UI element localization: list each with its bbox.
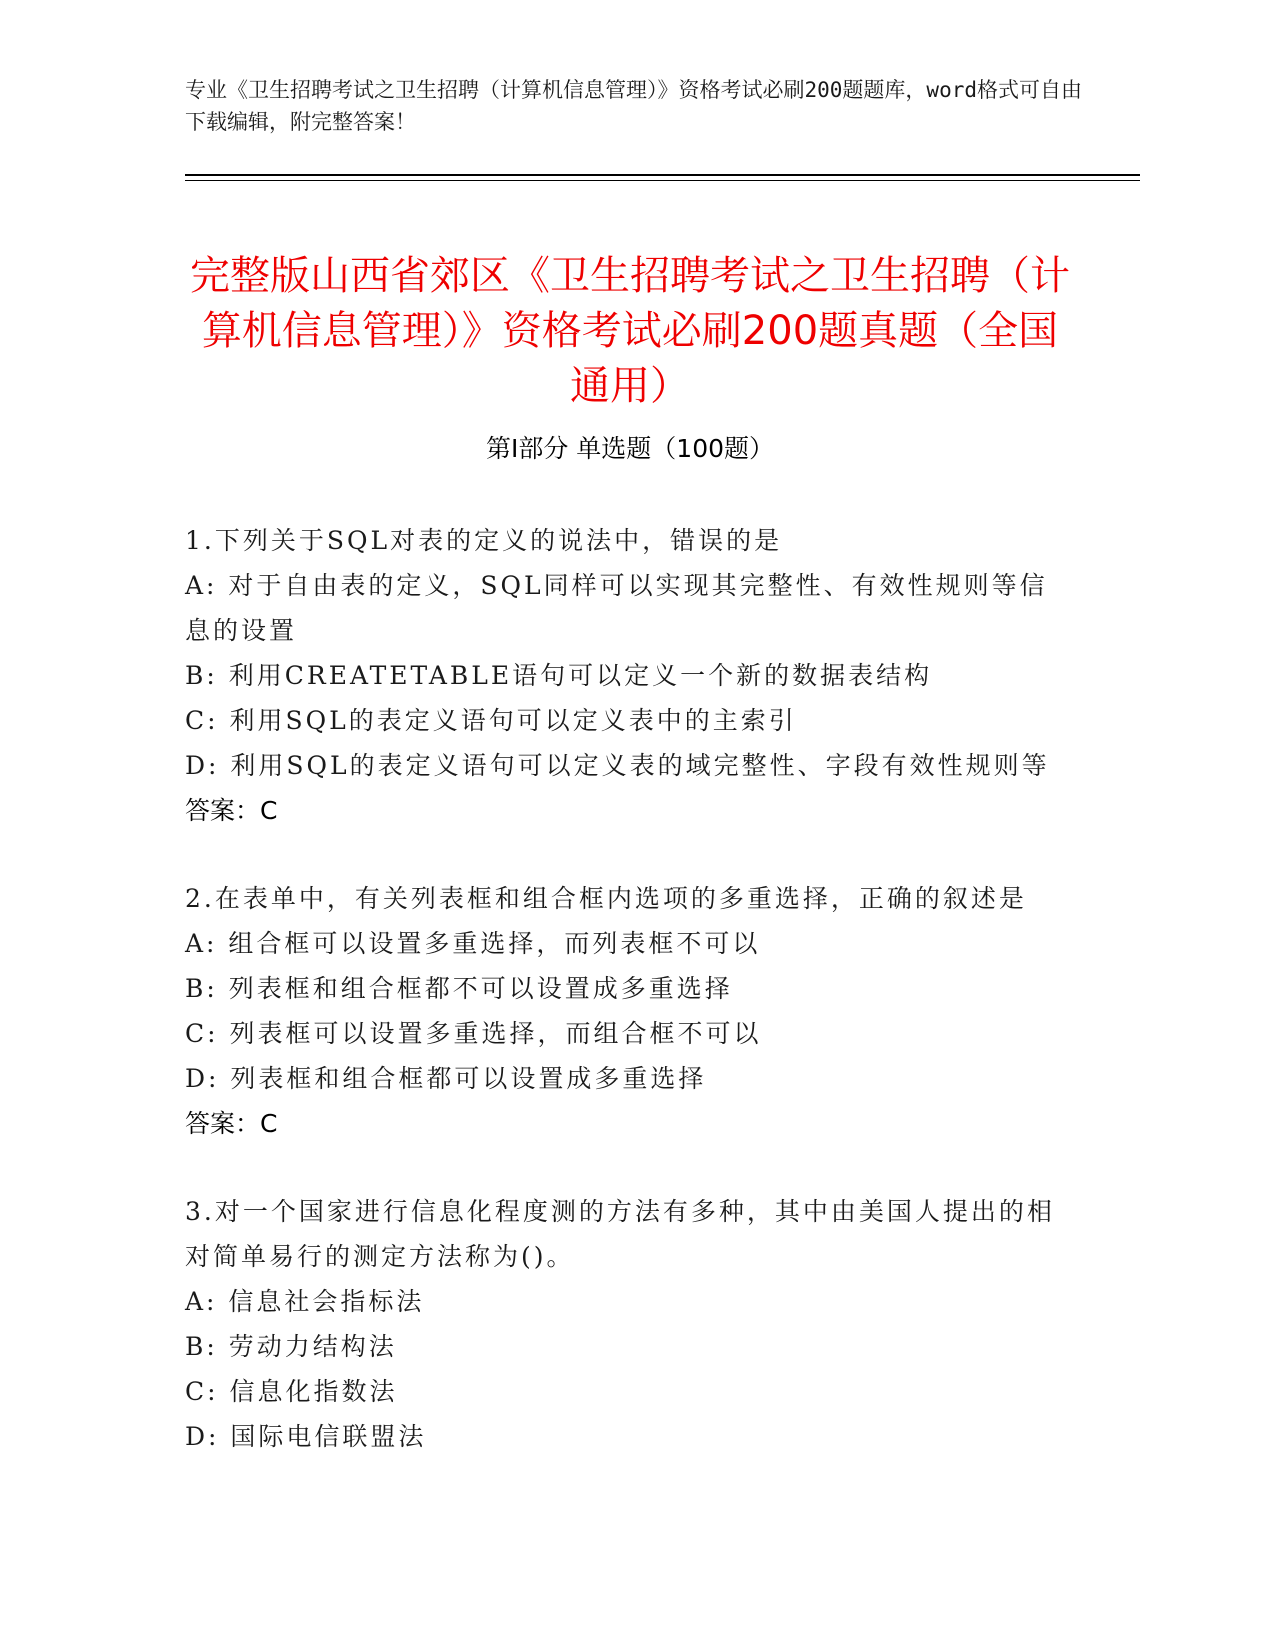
question-stem: 2.在表单中，有关列表框和组合框内选项的多重选择，正确的叙述是 [185, 884, 1027, 913]
header-divider-thick [185, 174, 1140, 176]
header-divider-thin [185, 180, 1140, 181]
answer-line: 答案：C [185, 1109, 278, 1138]
header-note: 专业《卫生招聘考试之卫生招聘（计算机信息管理）》资格考试必刷200题题库，word格式可自由下载编辑，附完整答案！ [185, 78, 1082, 134]
question-stem: 3.对一个国家进行信息化程度测的方法有多种，其中由美国人提出的相对简单易行的测定方法称为()。 [185, 1197, 1055, 1271]
option-c: C: 利用SQL的表定义语句可以定义表中的主索引 [185, 706, 797, 735]
option-a: A: 组合框可以设置多重选择，而列表框不可以 [185, 929, 761, 958]
question-list [185, 518, 1060, 1502]
option-a: A: 对于自由表的定义，SQL同样可以实现其完整性、有效性规则等信息的设置 [185, 571, 1048, 645]
option-b: B: 列表框和组合框都不可以设置成多重选择 [185, 974, 733, 1003]
option-d: D: 利用SQL的表定义语句可以定义表的域完整性、字段有效性规则等 [185, 751, 1050, 780]
option-c: C: 列表框可以设置多重选择，而组合框不可以 [185, 1019, 762, 1048]
question-2 [185, 876, 1060, 1146]
question-3 [185, 1189, 1060, 1459]
document-title: 完整版山西省郊区《卫生招聘考试之卫生招聘（计算机信息管理）》资格考试必刷200题真题（全国通用） [190, 252, 1070, 409]
option-b: B: 劳动力结构法 [185, 1332, 397, 1361]
answer-line: 答案：C [185, 796, 278, 825]
option-d: D: 国际电信联盟法 [185, 1422, 427, 1451]
option-b: B: 利用CREATETABLE语句可以定义一个新的数据表结构 [185, 661, 933, 690]
question-stem: 1.下列关于SQL对表的定义的说法中，错误的是 [185, 526, 783, 555]
option-a: A: 信息社会指标法 [185, 1287, 425, 1316]
option-d: D: 列表框和组合框都可以设置成多重选择 [185, 1064, 707, 1093]
section-heading: 第Ⅰ部分 单选题（100题） [485, 434, 775, 463]
option-c: C: 信息化指数法 [185, 1377, 398, 1406]
question-1 [185, 518, 1060, 833]
